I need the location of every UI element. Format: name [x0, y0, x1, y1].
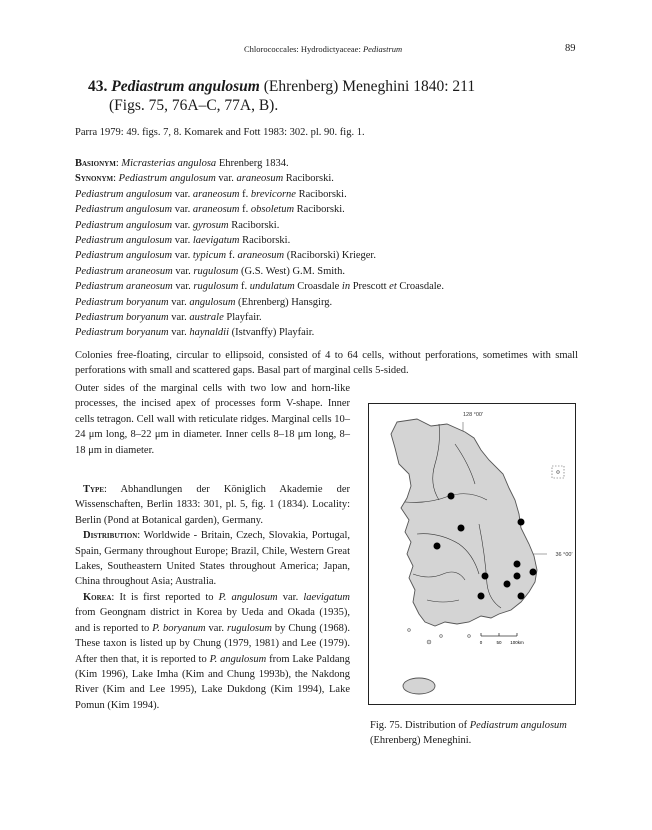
- synonym-part: rugulosum: [193, 281, 239, 293]
- synonym-part: Pediastrum boryanum: [75, 312, 169, 324]
- synonym-part: f.: [238, 281, 250, 293]
- synonym-part: Pediastrum angulosum: [75, 235, 173, 247]
- synonym-line: [75, 310, 595, 325]
- type-label: Type: [83, 484, 105, 496]
- record-marker: [530, 569, 537, 576]
- description-paragraph: Colonies free-floating, circular to ellipsoid, consisted of 4 to 64 cells, without perforations, sometimes with small perforations with small and scattered gaps. Basal part of marginal cells 5-sided.: [75, 350, 578, 377]
- synonym-part: var.: [168, 312, 190, 324]
- synonym-part: var.: [215, 173, 237, 185]
- distribution-text: : Worldwide - Britain, Czech, Slovakia, Portugal, Spain, Germany throughout Europe; Brazil, Chile, Western Great Lakes, Southeastern United States throughout America; Japan, China throughout Asia; Australia.: [75, 530, 350, 588]
- synonym-part: Croasdale.: [396, 281, 444, 293]
- synonym-part: angulosum: [189, 296, 236, 308]
- korea-taxon-5: P. angulosum: [209, 653, 267, 665]
- synonym-part: var.: [172, 235, 193, 247]
- synonym-line: [75, 248, 595, 263]
- distribution-paragraph: [75, 528, 350, 590]
- synonym-part: f.: [226, 250, 238, 262]
- korea-taxon-3: P. boryanum: [152, 622, 206, 634]
- synonym-line: [75, 233, 595, 248]
- synonym-part: var.: [172, 188, 193, 200]
- type-text: : Abhandlungen der Königlich Akademie der Wissenschaften, Berlin 1833: 301, pl. 5, fig. 1 (1834). Locality: Berlin (Pond at Botanical garden), Germany.: [75, 484, 350, 526]
- synonym-part: Pediastrum angulosum: [75, 204, 173, 216]
- korea-taxon-1: P. angulosum: [218, 591, 278, 603]
- record-marker: [448, 493, 455, 500]
- korea-label: Korea: [83, 591, 112, 603]
- caption-prefix: Fig. 75. Distribution of: [370, 720, 470, 731]
- basionym-name: Micrasterias angulosa: [121, 158, 217, 169]
- synonym-line: [75, 264, 595, 279]
- synonym-part: (Istvanffy) Playfair.: [229, 327, 315, 339]
- jeju-island: [403, 678, 435, 694]
- synonym-part: Pediastrum boryanum: [75, 296, 169, 308]
- synonym-line: [75, 279, 595, 294]
- running-head-genus: Pediastrum: [362, 44, 403, 54]
- synonym-line: [75, 202, 595, 217]
- ulleungdo-island: [557, 471, 560, 474]
- korea-text-5: by Chung (1968). These taxon is listed up by Chung (1979, 1981) and Lee (1979). After then that, it is reported to: [75, 622, 351, 665]
- record-marker: [518, 593, 525, 600]
- korea-distribution-map: [369, 404, 577, 706]
- synonym-line: [75, 325, 595, 340]
- synonym-part: (G.S. West) G.M. Smith.: [238, 265, 345, 277]
- korea-taxon-4: rugulosum: [226, 622, 272, 634]
- type-paragraph: [75, 482, 350, 528]
- description-continued: Outer sides of the marginal cells with two low and horn-like processes, the incised apex of processes form V-shape. Inner cells tetragon. Cell wall with reticulate ridges. Marginal cells 10–24 μm long, 8–22 μm in diameter. Inner cells 8–18 μm long, 8–18 μm in diameter.: [75, 383, 350, 456]
- korea-text-4: var.: [205, 622, 227, 634]
- synonym-part: Pediastrum araneosum: [75, 281, 173, 293]
- record-marker: [504, 581, 511, 588]
- left-column: [75, 381, 350, 713]
- figure-caption: [370, 718, 580, 749]
- running-head-text: Chlorococcales: Hydrodictyaceae:: [244, 44, 363, 54]
- scale-label-50: 50: [496, 640, 502, 645]
- synonym-part: gyrosum: [192, 219, 229, 231]
- synonym-line: [75, 295, 595, 310]
- synonym-part: Raciborski.: [295, 188, 347, 200]
- small-island: [440, 635, 443, 638]
- synonym-part: var.: [172, 281, 194, 293]
- korea-peninsula-land: [391, 419, 537, 626]
- entry-number: 43.: [88, 78, 108, 95]
- synonym-part: (Raciborski) Krieger.: [284, 250, 376, 262]
- synonym-line: [75, 218, 595, 233]
- synonym-part: var.: [172, 204, 193, 216]
- synonym-label: Synonym: [75, 173, 114, 185]
- running-head: [244, 44, 402, 54]
- synonym-part: obsoletum: [250, 204, 295, 216]
- synonym-part: Pediastrum angulosum: [118, 173, 216, 185]
- entry-title: [88, 77, 588, 115]
- distribution-map-figure: [368, 403, 576, 705]
- scale-label-0: 0: [479, 640, 483, 645]
- synonym-part: var.: [168, 327, 190, 339]
- synonym-part: haynaldii: [189, 327, 229, 339]
- synonym-part: araneosum: [192, 204, 240, 216]
- synonym-part: rugulosum: [193, 265, 239, 277]
- longitude-label: 128 °00': [462, 412, 484, 418]
- synonym-part: Pediastrum angulosum: [75, 250, 173, 262]
- synonym-part: laevigatum: [192, 235, 240, 247]
- synonym-part: Pediastrum angulosum: [75, 219, 173, 231]
- scale-label-100: 100km: [510, 640, 524, 645]
- synonym-part: var.: [172, 265, 194, 277]
- synonym-part: araneosum: [192, 188, 240, 200]
- basionym-label: Basionym: [75, 158, 116, 169]
- synonym-line: Synonym: Pediastrum angulosum var. araneosum Raciborski.: [75, 173, 334, 185]
- record-marker: [482, 573, 489, 580]
- caption-suffix: (Ehrenberg) Meneghini.: [370, 735, 472, 747]
- synonym-list: [75, 171, 595, 340]
- figure-references: (Figs. 75, 76A–C, 77A, B).: [109, 97, 279, 114]
- record-marker: [434, 543, 441, 550]
- synonym-part: var.: [172, 219, 193, 231]
- synonym-part: var.: [168, 296, 190, 308]
- synonym-part: Raciborski.: [228, 219, 280, 231]
- page-number: 89: [565, 43, 576, 54]
- synonym-part: typicum: [192, 250, 227, 262]
- basionym-authority: Ehrenberg 1834.: [216, 158, 289, 169]
- species-name: Pediastrum angulosum: [111, 78, 260, 95]
- synonym-line: [75, 187, 595, 202]
- synonym-part: undulatum: [249, 281, 295, 293]
- title-line-1: [88, 77, 588, 96]
- synonym-part: f.: [239, 188, 251, 200]
- record-marker: [514, 561, 521, 568]
- record-marker: [518, 519, 525, 526]
- literature-references: Parra 1979: 49. figs. 7, 8. Komarek and Fott 1983: 302. pl. 90. fig. 1.: [75, 127, 365, 138]
- synonym-part: Raciborski.: [239, 235, 291, 247]
- synonym-part: araneosum: [237, 250, 285, 262]
- synonym-part: var.: [172, 250, 193, 262]
- latitude-label: 36 °00': [555, 552, 573, 558]
- record-marker: [458, 525, 465, 532]
- korea-text-1: : It is first reported to: [111, 591, 219, 603]
- species-authority: (Ehrenberg) Meneghini 1840: 211: [259, 78, 476, 95]
- small-island: [468, 635, 471, 638]
- small-island: [408, 629, 411, 632]
- synonym-part: Raciborski.: [283, 173, 334, 185]
- korea-taxon-2: laevigatum: [303, 591, 350, 603]
- caption-species: Pediastrum angulosum: [469, 720, 567, 731]
- distribution-label: Distribution: [83, 530, 138, 542]
- synonym-part: brevicorne: [250, 188, 296, 200]
- synonym-part: araneosum: [236, 173, 284, 185]
- synonym-part: et: [389, 281, 397, 293]
- record-marker: [478, 593, 485, 600]
- korea-text-2: var.: [277, 591, 304, 603]
- korea-text-6: from Lake Paldang (Kim 1996), Lake Imha (Kim and Chung 1993b), the Nakdong River (Kim and Lee 1995), Lake Dukdong (Kim 1994), Lake Pomun (Kim 1994).: [75, 653, 351, 711]
- synonym-part: Pediastrum araneosum: [75, 265, 173, 277]
- korea-paragraph: [75, 590, 350, 713]
- synonym-part: Prescott: [350, 281, 390, 293]
- synonym-part: Pediastrum boryanum: [75, 327, 169, 339]
- synonym-part: australe: [189, 312, 224, 324]
- korea-text-3: from Geongnam district in Korea by Ueda and Okada (1935), and is reported to: [75, 607, 350, 634]
- small-island: [427, 640, 431, 644]
- synonym-part: Croasdale: [294, 281, 342, 293]
- synonym-part: Pediastrum angulosum: [75, 188, 173, 200]
- synonym-part: in: [341, 281, 351, 293]
- record-marker: [514, 573, 521, 580]
- synonym-part: f.: [239, 204, 251, 216]
- synonym-part: Playfair.: [223, 312, 262, 324]
- synonym-part: Raciborski.: [294, 204, 345, 216]
- nomenclature-block: [75, 156, 595, 341]
- basionym-line: Basionym: Micrasterias angulosa Ehrenberg 1834.: [75, 158, 289, 169]
- synonym-part: (Ehrenberg) Hansgirg.: [235, 296, 333, 308]
